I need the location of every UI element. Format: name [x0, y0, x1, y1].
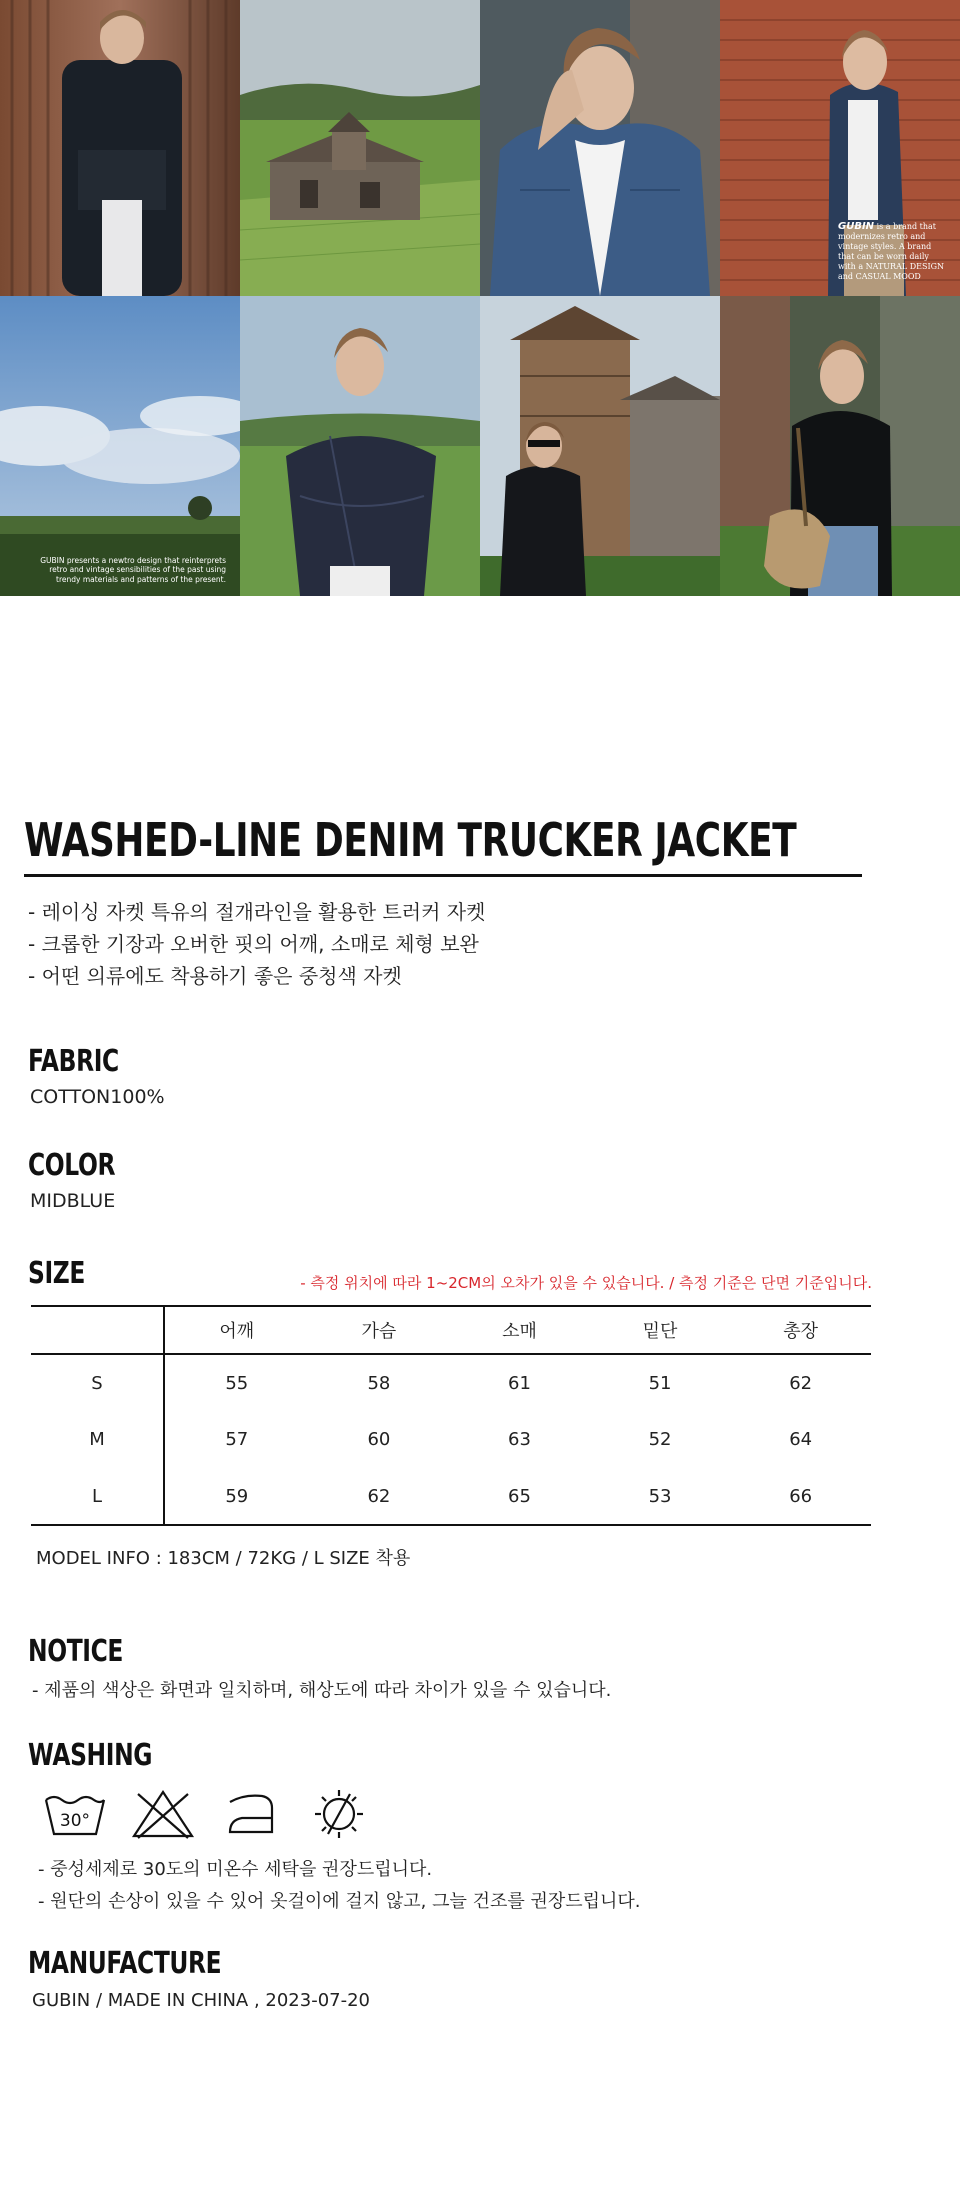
- size-header-blank: [31, 1306, 164, 1354]
- size-col-header: 총장: [730, 1306, 871, 1354]
- size-cell: 63: [508, 1429, 531, 1450]
- model-info: MODEL INFO : 183CM / 72KG / L SIZE 착용: [36, 1548, 411, 1569]
- size-table: [31, 1305, 871, 1526]
- size-cell: 66: [730, 1468, 871, 1525]
- manufacture-text: GUBIN / MADE IN CHINA , 2023-07-20: [32, 1990, 371, 2011]
- washing-line: - 중성세제로 30도의 미온수 세탁을 권장드립니다.: [38, 1859, 433, 1880]
- size-label: S: [31, 1354, 164, 1411]
- size-cell: 58: [367, 1372, 391, 1394]
- size-col-header: 가슴: [309, 1306, 450, 1354]
- size-cell: 53: [590, 1468, 731, 1525]
- fabric-heading: FABRIC: [28, 1044, 119, 1079]
- brand-statement: GUBIN presents a newtro design that reinterprets retro and vintage sensibilities of the past using trendy materials and patterns of the present.: [40, 555, 226, 584]
- size-label: M: [31, 1411, 164, 1468]
- size-measure-note: - 측정 위치에 따라 1~2CM의 오차가 있을 수 있습니다. / 측정 기준은 단면 기준입니다.: [300, 1274, 872, 1292]
- size-cell: 51: [648, 1372, 672, 1394]
- no-bleach-icon: [128, 1786, 198, 1842]
- table-row: [31, 1354, 871, 1411]
- size-label: L: [31, 1468, 164, 1525]
- brand-note-text: is a brand that modernizes retro and vintage styles. A brand that can be worn daily with a NATURAL DESIGN and CASUAL MOOD: [838, 222, 944, 281]
- photo-model-hoodie-shirt: [0, 0, 240, 296]
- fabric-value: COTTON100%: [30, 1086, 165, 1108]
- feature-line: - 레이싱 자켓 특유의 절개라인을 활용한 트러커 자켓: [28, 900, 486, 924]
- size-col-header: 소매: [449, 1306, 590, 1354]
- size-col-header: 어깨: [164, 1306, 309, 1354]
- photo-barn-field: [240, 0, 480, 296]
- washing-heading: WASHING: [28, 1738, 153, 1773]
- notice-heading: NOTICE: [28, 1634, 123, 1669]
- brand-note-brand: GUBIN: [838, 221, 875, 232]
- title-divider: [24, 874, 862, 877]
- no-iron-icon: [304, 1786, 374, 1842]
- size-cell: 61: [508, 1372, 531, 1394]
- size-cell: 65: [449, 1468, 590, 1525]
- size-cell: 57: [225, 1429, 249, 1450]
- photo-model-with-bag: [720, 296, 960, 596]
- manufacture-heading: MANUFACTURE: [28, 1946, 222, 1981]
- table-row: [31, 1468, 871, 1525]
- washing-instructions: [38, 1854, 641, 1918]
- photo-model-brick-wall: [720, 0, 960, 296]
- size-cell: 59: [164, 1468, 309, 1525]
- wash-temperature: 30°: [59, 1811, 91, 1831]
- feature-line: - 어떤 의류에도 착용하기 좋은 중청색 자켓: [28, 964, 402, 988]
- no-tumble-dry-icon: [216, 1786, 286, 1842]
- size-cell: 64: [789, 1429, 813, 1450]
- size-cell: 55: [225, 1372, 249, 1394]
- care-symbols: [40, 1786, 374, 1842]
- size-table-header: [31, 1306, 871, 1354]
- photo-sky-field: [0, 296, 240, 596]
- size-cell: 52: [648, 1429, 672, 1450]
- size-cell: 62: [309, 1468, 450, 1525]
- photo-model-tower: [480, 296, 720, 596]
- photo-model-field-jacket: [240, 296, 480, 596]
- brand-note: [838, 222, 948, 282]
- notice-text: - 제품의 색상은 화면과 일치하며, 해상도에 따라 차이가 있을 수 있습니다.: [32, 1680, 612, 1701]
- size-col-header: 밑단: [590, 1306, 731, 1354]
- feature-line: - 크롭한 기장과 오버한 핏의 어깨, 소매로 체형 보완: [28, 932, 479, 956]
- size-cell: 60: [367, 1429, 391, 1450]
- size-cell: 62: [789, 1372, 813, 1394]
- photo-collage: [0, 0, 960, 596]
- product-title: WASHED-LINE DENIM TRUCKER JACKET: [24, 813, 797, 867]
- washing-line: - 원단의 손상이 있을 수 있어 옷걸이에 걸지 않고, 그늘 건조를 권장드립니다.: [38, 1891, 641, 1912]
- color-heading: COLOR: [28, 1148, 116, 1183]
- size-heading: SIZE: [28, 1256, 85, 1291]
- photo-model-denim-closeup: [480, 0, 720, 296]
- table-row: [31, 1411, 871, 1468]
- color-value: MIDBLUE: [30, 1190, 116, 1212]
- product-features: [28, 896, 485, 992]
- wash-30-icon: [40, 1786, 110, 1842]
